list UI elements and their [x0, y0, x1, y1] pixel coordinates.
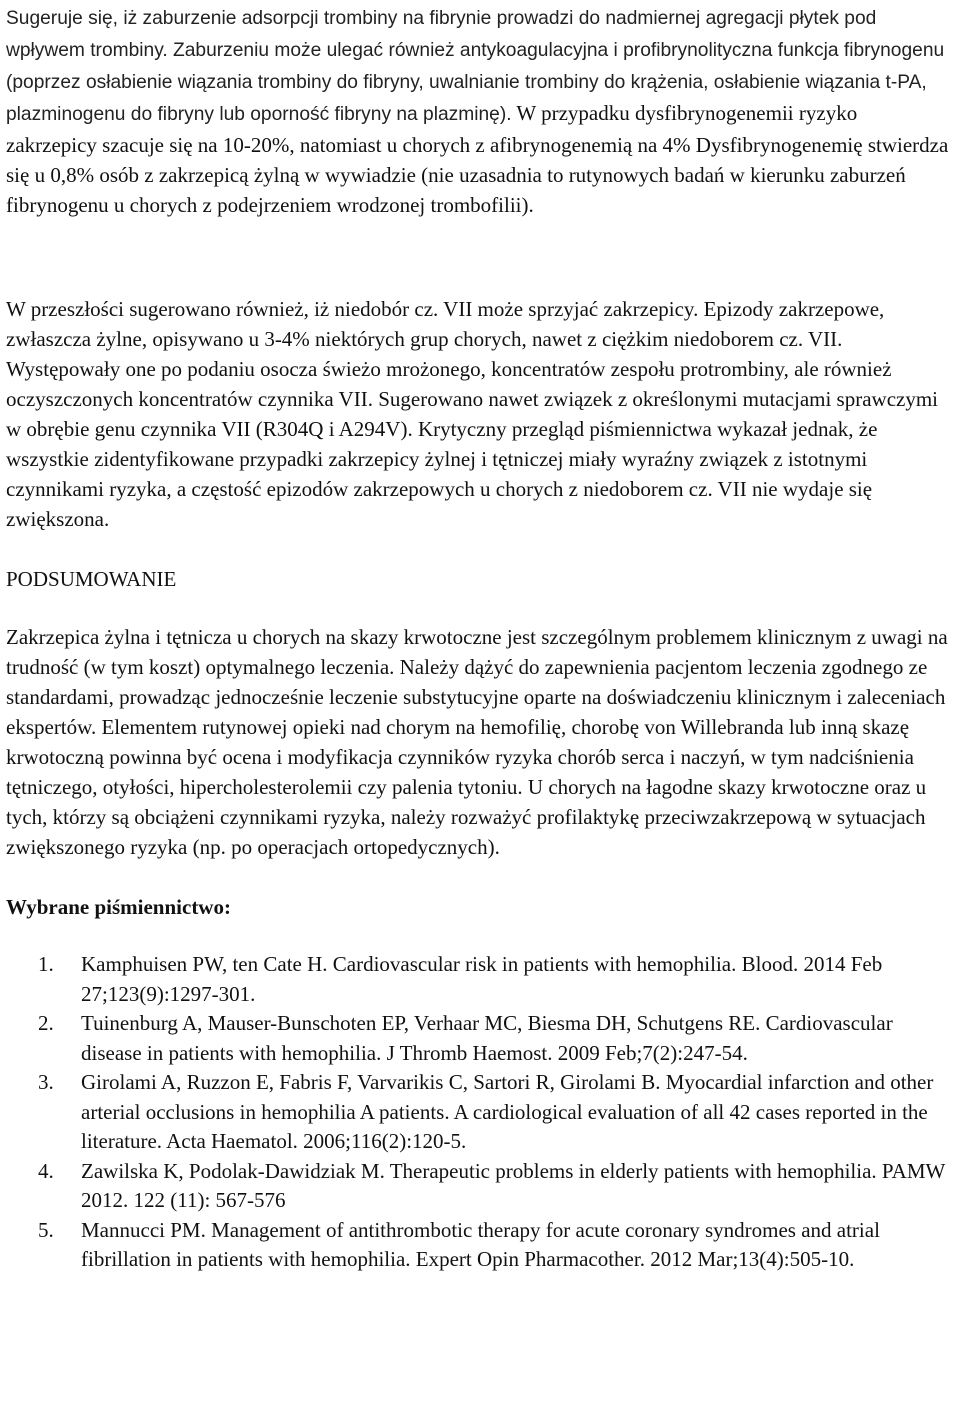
reference-number: 1.	[38, 952, 54, 976]
spacer	[6, 534, 952, 564]
references-heading: Wybrane piśmiennictwo:	[6, 895, 231, 919]
paragraph-fibrinogen	[6, 0, 952, 264]
reference-item	[6, 1157, 952, 1216]
reference-item	[6, 950, 952, 1009]
reference-number: 4.	[38, 1158, 54, 1183]
reference-text: Tuinenburg A, Mauser-Bunschoten EP, Verhaar MC, Biesma DH, Schutgens RE. Cardiovascular disease in patients with hemophilia. J Thromb Haemost. 2009 Feb;7(2):247-54.	[81, 1011, 893, 1065]
paragraph-summary: Zakrzepica żylna i tętnicza u chorych na skazy krwotoczne jest szczególnym problemem klinicznym z uwagi na trudność (w tym koszt) optymalnego leczenia. Należy dążyć do zapewnienia pacjentom leczenia zgodnego ze standardami, prowadząc jednocześnie leczenie substytucyjne oparte na doświadczeniu klinicznym i zaleceniach ekspertów. Elementem rutynowej opieki nad chorym na hemofilię, chorobę von Willebranda lub inną skazę krwotoczną powinna być ocena i modyfikacja czynników ryzyka chorób serca i naczyń, w tym nadciśnienia tętniczego, otyłości, hipercholesterolemii czy palenia tytoniu. U chorych na łagodne skazy krwotoczne oraz u tych, którzy są obciążeni czynnikami ryzyka, należy rozważyć profilaktykę przeciwzakrzepową w sytuacjach zwiększonego ryzyka (np. po operacjach ortopedycznych).	[6, 625, 948, 859]
reference-number: 5.	[38, 1217, 54, 1242]
reference-text: Zawilska K, Podolak-Dawidziak M. Therapeutic problems in elderly patients with hemophilia. PAMW 2012. 122 (11): 567-576	[81, 1158, 945, 1212]
reference-item	[6, 1009, 952, 1068]
section-heading-summary: PODSUMOWANIE	[6, 567, 177, 591]
references-list	[6, 950, 952, 1275]
reference-number: 3.	[38, 1070, 54, 1094]
spacer	[6, 594, 952, 622]
reference-text: Girolami A, Ruzzon E, Fabris F, Varvarikis C, Sartori R, Girolami B. Myocardial infarction and other arterial occlusions in hemophilia A patients. A cardiological evaluation of all 42 cases reported in the literature. Acta Haematol. 2006;116(2):120-5.	[81, 1070, 934, 1153]
paragraph-fibrinogen-serif-part: W przypadku dysfibrynogenemii ryzyko zakrzepicy szacuje się na 10-20%, natomiast u chorych z afibrynogenemią na 4% Dysfibrynogenemię stwierdza się u 0,8% osób z zakrzepicą żylną w wywiadzie (nie uzasadnia to rutynowych badań w kierunku zaburzeń fibrynogenu u chorych z podejrzeniem wrodzonej trombofilii).	[6, 101, 949, 217]
reference-number: 2.	[38, 1011, 54, 1035]
reference-text: Kamphuisen PW, ten Cate H. Cardiovascular risk in patients with hemophilia. Blood. 2014 Feb 27;123(9):1297-301.	[81, 952, 883, 1006]
paragraph-factor-vii: W przeszłości sugerowano również, iż niedobór cz. VII może sprzyjać zakrzepicy. Epizody zakrzepowe, zwłaszcza żylne, opisywano u 3-4% niektórych grup chorych, nawet z ciężkim niedoborem cz. VII. Występowały one po podaniu osocza świeżo mrożonego, koncentratów zespołu protrombiny, ale również oczyszczonych koncentratów czynnika VII. Sugerowano nawet związek z określonymi mutacjami sprawczymi w obrębie genu czynnika VII (R304Q i A294V). Krytyczny przegląd piśmiennictwa wykazał jednak, że wszystkie zidentyfikowane przypadki zakrzepicy żylnej i tętniczej miały wyraźny związek z istotnymi czynnikami ryzyka, a częstość epizodów zakrzepowych u chorych z niedoborem cz. VII nie wydaje się zwiększona.	[6, 297, 939, 531]
paragraph-fibrinogen-sans-part: Sugeruje się, iż zaburzenie adsorpcji trombiny na fibrynie prowadzi do nadmiernej agregacji płytek pod wpływem trombiny. Zaburzeniu może ulegać również antykoagulacyjna i profibrynolityczna funkcja fibrynogenu (poprzez osłabienie wiązania trombiny do fibryny, uwalnianie trombiny do krążenia, osłabienie wiązania t-PA, plazminogenu do fibryny lub oporność fibryny na plazminę).	[6, 8, 945, 125]
reference-item	[6, 1068, 952, 1157]
reference-text: Mannucci PM. Management of antithrombotic therapy for acute coronary syndromes and atrial fibrillation in patients with hemophilia. Expert Opin Pharmacother. 2012 Mar;13(4):505-10.	[81, 1217, 880, 1271]
spacer	[6, 264, 952, 294]
reference-item	[6, 1216, 952, 1275]
spacer	[6, 862, 952, 892]
